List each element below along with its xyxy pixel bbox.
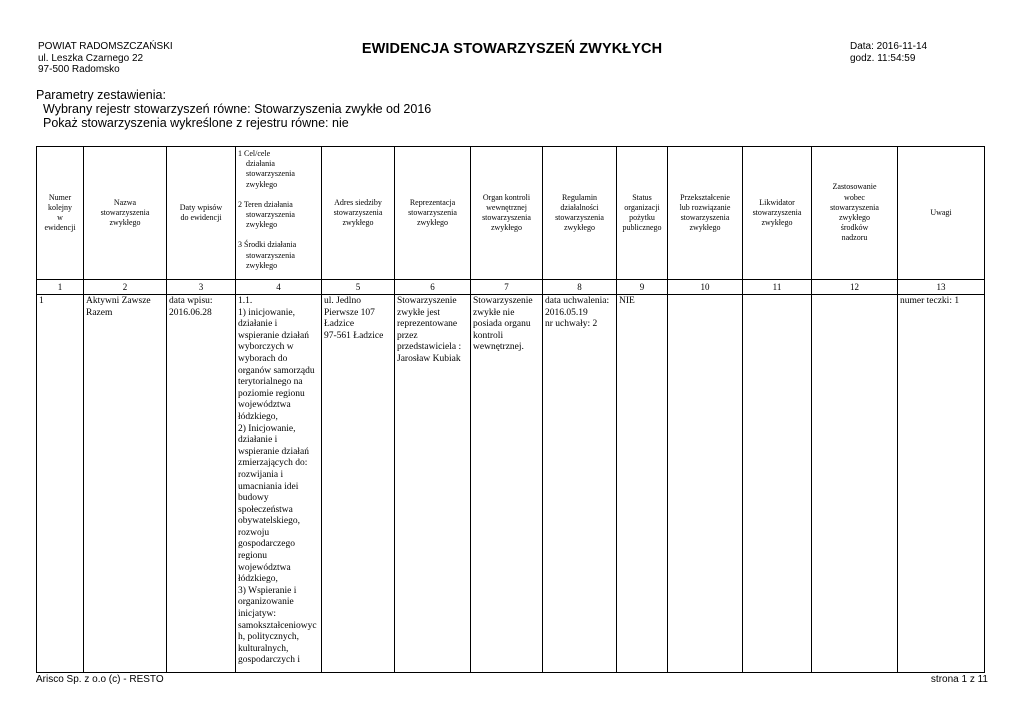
cell-public-benefit-status: NIE <box>617 295 668 673</box>
cell-representation: Stowarzyszenie zwykłe jest reprezentowane przez przedstawiciela : Jarosław Kubiak <box>395 295 471 673</box>
print-date: Data: 2016-11-14 <box>850 41 928 52</box>
document-title: EWIDENCJA STOWARZYSZEŃ ZWYKŁYCH <box>361 41 663 57</box>
column-number-row <box>37 280 985 295</box>
cell-liquidator <box>743 295 812 673</box>
col-header-public-benefit-status: Status organizacji pożytku publicznego <box>617 147 668 280</box>
org-name: POWIAT RADOMSZCZAŃSKI <box>38 41 173 52</box>
col-header-representation: Reprezentacja stowarzyszenia zwykłego <box>395 147 471 280</box>
cell-remarks: numer teczki: 1 <box>898 295 985 673</box>
col-header-name: Nazwa stowarzyszenia zwykłego <box>84 147 167 280</box>
parameter-register: Wybrany rejestr stowarzyszeń równe: Stowarzyszenia zwykłe od 2016 <box>43 102 432 116</box>
column-number: 4 <box>236 280 322 295</box>
column-number: 6 <box>395 280 471 295</box>
cell-address: ul. Jedlno Pierwsze 107 Ładzice 97-561 Ładzice <box>322 295 395 673</box>
parameter-deleted: Pokaż stowarzyszenia wykreślone z rejestru równe: nie <box>43 116 349 130</box>
col-header-address: Adres siedziby stowarzyszenia zwykłego <box>322 147 395 280</box>
column-number: 8 <box>543 280 617 295</box>
cell-regulations: data uchwalenia: 2016.05.19 nr uchwały: 2 <box>543 295 617 673</box>
goals-header-1: 1 Cel/cele <box>238 149 271 158</box>
parameters-heading: Parametry zestawienia: <box>36 88 166 102</box>
col-header-supervision: Zastosowanie wobec stowarzyszenia zwykłego środków nadzoru <box>812 147 898 280</box>
goals-header-1-detail: działania stowarzyszenia zwykłego <box>246 159 295 189</box>
cell-supervision <box>812 295 898 673</box>
cell-name: Aktywni Zawsze Razem <box>84 295 167 673</box>
column-number: 3 <box>167 280 236 295</box>
footer-copyright: Arisco Sp. z o.o (c) - RESTO <box>36 674 164 685</box>
cell-goals: 1.1. 1) inicjowanie, działanie i wspieranie działań wyborczych w wyborach do organów samorządu terytorialnego na poziomie regionu województwa łódzkiego, 2) Inicjowanie, działanie i wspieranie działań zmierzających do: rozwijania i umacniania idei budowy społeczeństwa obywatelskiego, rozwoju gospodarczego regionu województwa łódzkiego, 3) Wspieranie i organizowanie inicjatyw: samokształceniowyc h, politycznych, kulturalnych, gospodarczych i <box>236 295 322 673</box>
table-row <box>37 295 985 673</box>
col-header-dates: Daty wpisów do ewidencji <box>167 147 236 280</box>
column-number: 12 <box>812 280 898 295</box>
column-number: 1 <box>37 280 84 295</box>
register-table <box>36 146 985 673</box>
goals-header-2: 2 Teren działania <box>238 199 293 209</box>
col-header-number: Numer kolejny w ewidencji <box>37 147 84 280</box>
column-number: 10 <box>668 280 743 295</box>
org-city: 97-500 Radomsko <box>38 64 120 75</box>
goals-header-2-detail: stowarzyszenia zwykłego <box>246 210 295 230</box>
col-header-goals <box>236 147 322 280</box>
cell-dates: data wpisu: 2016.06.28 <box>167 295 236 673</box>
goals-header-3: 3 Środki działania <box>238 240 297 250</box>
goals-header-3-detail: stowarzyszenia zwykłego <box>246 250 295 270</box>
print-time: godz. 11:54:59 <box>850 52 916 64</box>
col-header-regulations: Regulamin działalności stowarzyszenia zwykłego <box>543 147 617 280</box>
col-header-remarks: Uwagi <box>898 147 985 280</box>
page-number: strona 1 z 11 <box>930 674 988 685</box>
column-number: 5 <box>322 280 395 295</box>
cell-transformation <box>668 295 743 673</box>
column-number: 11 <box>743 280 812 295</box>
report-parameters <box>36 88 431 130</box>
table-header-row <box>37 147 985 280</box>
cell-control-organ: Stowarzyszenie zwykłe nie posiada organu kontroli wewnętrznej. <box>471 295 543 673</box>
column-number: 9 <box>617 280 668 295</box>
column-number: 13 <box>898 280 985 295</box>
org-street: ul. Leszka Czarnego 22 <box>38 52 144 64</box>
column-number: 2 <box>84 280 167 295</box>
col-header-control-organ: Organ kontroli wewnętrznej stowarzyszenia zwykłego <box>471 147 543 280</box>
print-timestamp <box>850 41 927 64</box>
column-number: 7 <box>471 280 543 295</box>
col-header-liquidator: Likwidator stowarzyszenia zwykłego <box>743 147 812 280</box>
col-header-transformation: Przekształcenie lub rozwiązanie stowarzyszenia zwykłego <box>668 147 743 280</box>
cell-number: 1 <box>37 295 84 673</box>
